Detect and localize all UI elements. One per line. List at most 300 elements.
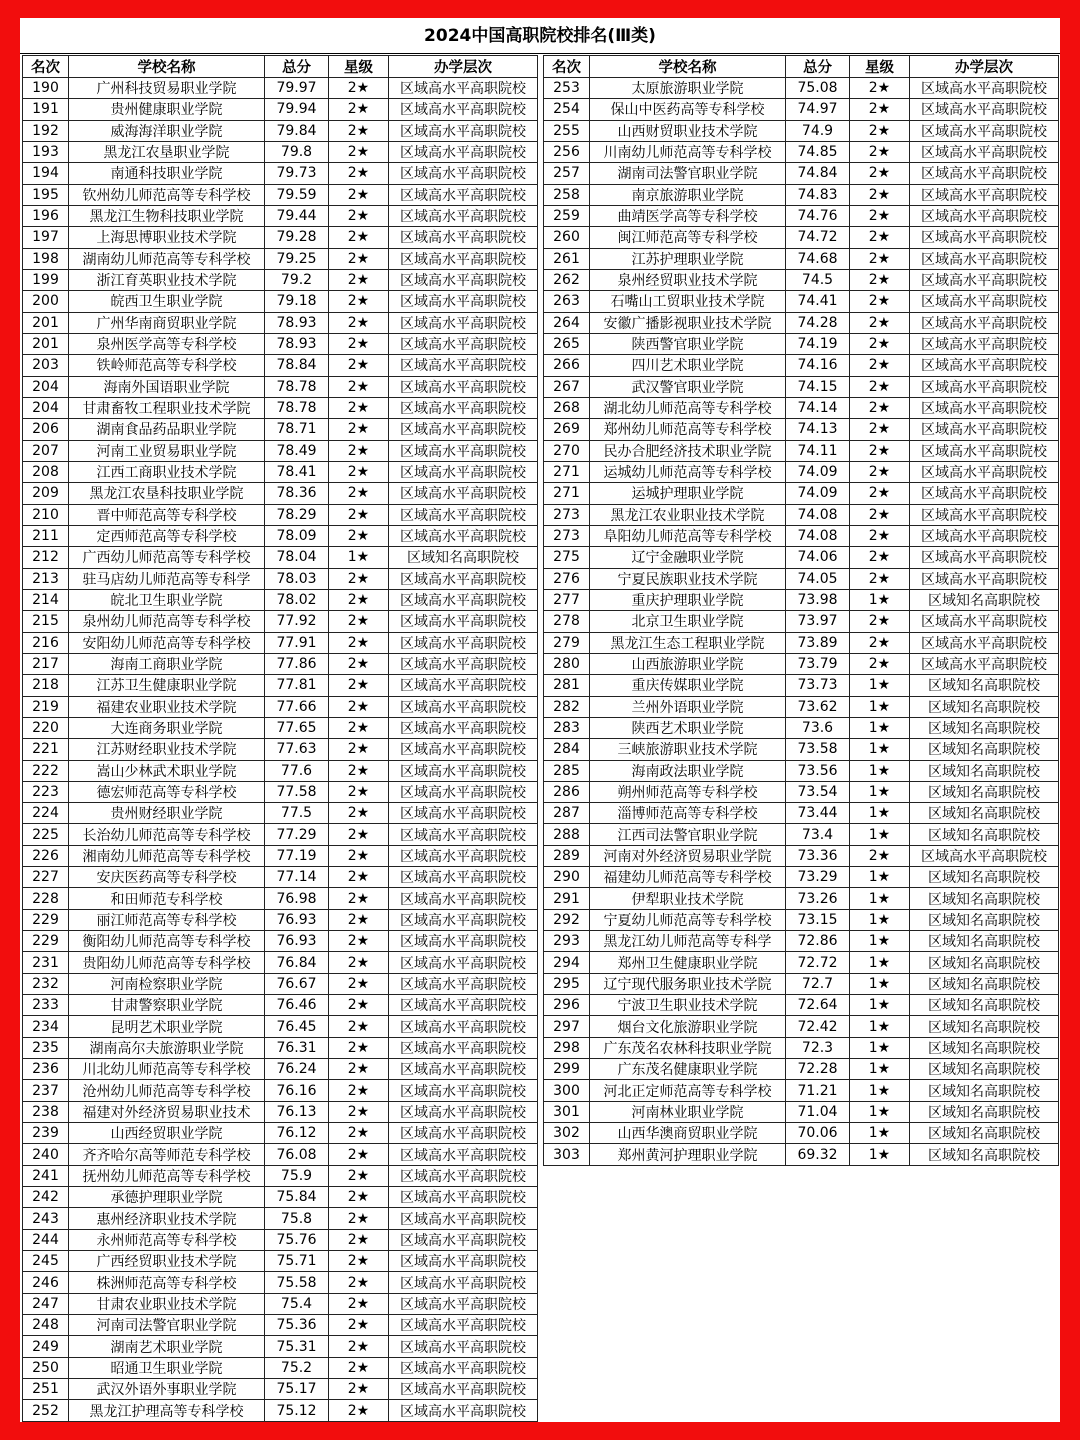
rank-cell: 237 [23, 1080, 69, 1101]
table-row [23, 1016, 538, 1037]
rank-cell: 201 [23, 333, 69, 354]
table-row [544, 525, 1059, 546]
star-level-cell: 2★ [329, 1293, 389, 1314]
rank-cell: 289 [544, 845, 590, 866]
star-level-cell: 2★ [329, 589, 389, 610]
table-row [544, 717, 1059, 738]
rank-cell: 212 [23, 547, 69, 568]
star-level-cell: 2★ [329, 632, 389, 653]
school-tier-cell: 区域高水平高职院校 [389, 995, 538, 1016]
table-row [544, 888, 1059, 909]
school-name-cell: 江苏财经职业技术学院 [69, 739, 265, 760]
table-row [23, 1272, 538, 1293]
rank-cell: 251 [23, 1379, 69, 1400]
school-name-cell: 湖南艺术职业学院 [69, 1336, 265, 1357]
total-score-cell: 75.12 [265, 1400, 329, 1421]
school-tier-cell: 区域高水平高职院校 [389, 483, 538, 504]
table-row [23, 1229, 538, 1250]
school-name-cell: 广西幼儿师范高等专科学校 [69, 547, 265, 568]
rank-cell: 234 [23, 1016, 69, 1037]
table-row [544, 333, 1059, 354]
star-level-cell: 2★ [329, 163, 389, 184]
rank-cell: 239 [23, 1123, 69, 1144]
school-tier-cell: 区域高水平高职院校 [910, 184, 1059, 205]
school-name-cell: 河南对外经济贸易职业学院 [590, 845, 786, 866]
school-name-cell: 沧州幼儿师范高等专科学校 [69, 1080, 265, 1101]
total-score-cell: 73.73 [786, 675, 850, 696]
star-level-cell: 2★ [329, 376, 389, 397]
total-score-cell: 73.89 [786, 632, 850, 653]
table-row [544, 739, 1059, 760]
rank-cell: 197 [23, 227, 69, 248]
rank-cell: 196 [23, 205, 69, 226]
total-score-cell: 77.92 [265, 611, 329, 632]
school-name-cell: 四川艺术职业学院 [590, 355, 786, 376]
star-level-cell: 2★ [329, 1144, 389, 1165]
school-name-cell: 钦州幼儿师范高等专科学校 [69, 184, 265, 205]
school-tier-cell: 区域高水平高职院校 [389, 611, 538, 632]
star-level-cell: 2★ [850, 611, 910, 632]
rank-cell: 226 [23, 845, 69, 866]
total-score-cell: 75.71 [265, 1251, 329, 1272]
school-tier-cell: 区域高水平高职院校 [910, 632, 1059, 653]
rank-cell: 283 [544, 717, 590, 738]
school-name-cell: 北京卫生职业学院 [590, 611, 786, 632]
school-tier-cell: 区域高水平高职院校 [389, 1144, 538, 1165]
school-name-cell: 海南工商职业学院 [69, 653, 265, 674]
school-name-cell: 河南检察职业学院 [69, 973, 265, 994]
rank-cell: 256 [544, 141, 590, 162]
table-row [23, 227, 538, 248]
rank-cell: 222 [23, 760, 69, 781]
school-name-cell: 安庆医药高等专科学校 [69, 867, 265, 888]
school-name-cell: 株洲师范高等专科学校 [69, 1272, 265, 1293]
school-tier-cell: 区域高水平高职院校 [389, 845, 538, 866]
table-row [23, 1101, 538, 1122]
table-row [544, 483, 1059, 504]
star-level-cell: 2★ [329, 525, 389, 546]
rank-cell: 223 [23, 781, 69, 802]
star-level-cell: 2★ [329, 1357, 389, 1378]
total-score-cell: 71.21 [786, 1080, 850, 1101]
school-name-cell: 石嘴山工贸职业技术学院 [590, 291, 786, 312]
school-name-cell: 福建农业职业技术学院 [69, 696, 265, 717]
total-score-cell: 74.19 [786, 333, 850, 354]
school-name-cell: 齐齐哈尔高等师范专科学校 [69, 1144, 265, 1165]
table-row [544, 120, 1059, 141]
rank-cell: 216 [23, 632, 69, 653]
school-name-cell: 福建对外经济贸易职业技术 [69, 1101, 265, 1122]
school-tier-cell: 区域高水平高职院校 [389, 1379, 538, 1400]
star-level-cell: 2★ [329, 653, 389, 674]
school-tier-cell: 区域高水平高职院校 [389, 1229, 538, 1250]
school-name-cell: 承德护理职业学院 [69, 1187, 265, 1208]
star-level-cell: 2★ [329, 483, 389, 504]
total-score-cell: 74.11 [786, 440, 850, 461]
table-row [544, 248, 1059, 269]
school-name-cell: 江西工商职业技术学院 [69, 461, 265, 482]
school-name-cell: 湖南高尔夫旅游职业学院 [69, 1037, 265, 1058]
table-row [23, 1315, 538, 1336]
rank-cell: 291 [544, 888, 590, 909]
total-score-cell: 74.5 [786, 269, 850, 290]
rank-cell: 211 [23, 525, 69, 546]
school-tier-cell: 区域高水平高职院校 [389, 312, 538, 333]
rank-cell: 300 [544, 1080, 590, 1101]
table-row [544, 1123, 1059, 1144]
star-level-cell: 2★ [329, 909, 389, 930]
school-name-cell: 定西师范高等专科学校 [69, 525, 265, 546]
star-level-cell: 1★ [850, 995, 910, 1016]
rank-cell: 219 [23, 696, 69, 717]
table-row [23, 1400, 538, 1421]
table-row [23, 547, 538, 568]
total-score-cell: 74.85 [786, 141, 850, 162]
table-row [23, 909, 538, 930]
total-score-cell: 77.63 [265, 739, 329, 760]
star-level-cell: 2★ [329, 504, 389, 525]
school-tier-cell: 区域高水平高职院校 [389, 675, 538, 696]
school-name-cell: 运城幼儿师范高等专科学校 [590, 461, 786, 482]
table-row [544, 1037, 1059, 1058]
table-row [23, 525, 538, 546]
star-level-cell: 2★ [329, 803, 389, 824]
school-name-cell: 浙江育英职业技术学院 [69, 269, 265, 290]
star-level-cell: 2★ [329, 675, 389, 696]
school-name-cell: 安徽广播影视职业技术学院 [590, 312, 786, 333]
header-star-level: 星级 [850, 56, 910, 78]
total-score-cell: 69.32 [786, 1144, 850, 1165]
rank-cell: 228 [23, 888, 69, 909]
rank-cell: 229 [23, 909, 69, 930]
star-level-cell: 2★ [329, 867, 389, 888]
table-row [544, 461, 1059, 482]
star-level-cell: 1★ [850, 1144, 910, 1165]
school-name-cell: 海南政法职业学院 [590, 760, 786, 781]
rank-cell: 255 [544, 120, 590, 141]
star-level-cell: 2★ [329, 781, 389, 802]
table-row [23, 1357, 538, 1378]
school-tier-cell: 区域高水平高职院校 [389, 1123, 538, 1144]
table-row [23, 760, 538, 781]
table-row [544, 760, 1059, 781]
total-score-cell: 73.54 [786, 781, 850, 802]
total-score-cell: 78.93 [265, 312, 329, 333]
school-name-cell: 永州师范高等专科学校 [69, 1229, 265, 1250]
total-score-cell: 76.31 [265, 1037, 329, 1058]
table-row [23, 291, 538, 312]
school-tier-cell: 区域高水平高职院校 [389, 78, 538, 99]
rank-cell: 233 [23, 995, 69, 1016]
rank-cell: 201 [23, 312, 69, 333]
table-row [23, 120, 538, 141]
table-row [544, 995, 1059, 1016]
school-tier-cell: 区域高水平高职院校 [910, 312, 1059, 333]
table-row [23, 568, 538, 589]
star-level-cell: 2★ [850, 120, 910, 141]
rank-cell: 206 [23, 419, 69, 440]
school-tier-cell: 区域知名高职院校 [389, 547, 538, 568]
school-tier-cell: 区域高水平高职院校 [389, 1400, 538, 1421]
rank-cell: 271 [544, 461, 590, 482]
school-tier-cell: 区域高水平高职院校 [910, 141, 1059, 162]
total-score-cell: 72.72 [786, 952, 850, 973]
school-name-cell: 运城护理职业学院 [590, 483, 786, 504]
school-tier-cell: 区域高水平高职院校 [389, 269, 538, 290]
school-name-cell: 广西经贸职业技术学院 [69, 1251, 265, 1272]
rank-cell: 293 [544, 931, 590, 952]
school-tier-cell: 区域高水平高职院校 [910, 483, 1059, 504]
school-name-cell: 衡阳幼儿师范高等专科学校 [69, 931, 265, 952]
table-row [23, 675, 538, 696]
school-name-cell: 和田师范专科学校 [69, 888, 265, 909]
star-level-cell: 1★ [850, 973, 910, 994]
star-level-cell: 2★ [850, 184, 910, 205]
rank-cell: 268 [544, 397, 590, 418]
school-name-cell: 皖西卫生职业学院 [69, 291, 265, 312]
total-score-cell: 77.58 [265, 781, 329, 802]
star-level-cell: 1★ [850, 675, 910, 696]
ranking-table-left [22, 55, 538, 1422]
header-star-level: 星级 [329, 56, 389, 78]
star-level-cell: 2★ [850, 312, 910, 333]
rank-cell: 294 [544, 952, 590, 973]
table-row [544, 269, 1059, 290]
star-level-cell: 1★ [850, 589, 910, 610]
star-level-cell: 2★ [329, 1379, 389, 1400]
total-score-cell: 73.26 [786, 888, 850, 909]
school-tier-cell: 区域高水平高职院校 [910, 653, 1059, 674]
table-row [544, 291, 1059, 312]
total-score-cell: 78.41 [265, 461, 329, 482]
school-tier-cell: 区域知名高职院校 [910, 824, 1059, 845]
table-row [23, 952, 538, 973]
star-level-cell: 1★ [850, 803, 910, 824]
school-tier-cell: 区域高水平高职院校 [389, 440, 538, 461]
school-tier-cell: 区域高水平高职院校 [389, 141, 538, 162]
star-level-cell: 2★ [850, 163, 910, 184]
total-score-cell: 76.84 [265, 952, 329, 973]
total-score-cell: 73.58 [786, 739, 850, 760]
rank-cell: 217 [23, 653, 69, 674]
school-tier-cell: 区域高水平高职院校 [910, 504, 1059, 525]
table-row [544, 952, 1059, 973]
school-tier-cell: 区域高水平高职院校 [389, 333, 538, 354]
total-score-cell: 74.09 [786, 461, 850, 482]
school-tier-cell: 区域知名高职院校 [910, 995, 1059, 1016]
star-level-cell: 2★ [850, 141, 910, 162]
rank-cell: 236 [23, 1059, 69, 1080]
rank-cell: 221 [23, 739, 69, 760]
star-level-cell: 2★ [329, 227, 389, 248]
star-level-cell: 1★ [850, 1123, 910, 1144]
star-level-cell: 1★ [850, 781, 910, 802]
school-tier-cell: 区域高水平高职院校 [389, 1059, 538, 1080]
school-tier-cell: 区域高水平高职院校 [389, 803, 538, 824]
rank-cell: 195 [23, 184, 69, 205]
school-tier-cell: 区域知名高职院校 [910, 1016, 1059, 1037]
school-name-cell: 安阳幼儿师范高等专科学校 [69, 632, 265, 653]
rank-cell: 254 [544, 99, 590, 120]
school-name-cell: 广州科技贸易职业学院 [69, 78, 265, 99]
rank-cell: 235 [23, 1037, 69, 1058]
school-name-cell: 辽宁金融职业学院 [590, 547, 786, 568]
star-level-cell: 2★ [329, 184, 389, 205]
school-tier-cell: 区域高水平高职院校 [910, 163, 1059, 184]
star-level-cell: 2★ [329, 1080, 389, 1101]
table-row [23, 355, 538, 376]
star-level-cell: 2★ [329, 312, 389, 333]
rank-cell: 229 [23, 931, 69, 952]
star-level-cell: 1★ [850, 717, 910, 738]
table-row [23, 312, 538, 333]
star-level-cell: 2★ [329, 568, 389, 589]
school-tier-cell: 区域高水平高职院校 [389, 568, 538, 589]
star-level-cell: 2★ [850, 227, 910, 248]
rank-cell: 279 [544, 632, 590, 653]
table-header-row [544, 56, 1059, 78]
table-row [23, 717, 538, 738]
school-tier-cell: 区域高水平高职院校 [910, 227, 1059, 248]
school-tier-cell: 区域高水平高职院校 [389, 1315, 538, 1336]
total-score-cell: 77.14 [265, 867, 329, 888]
table-row [23, 504, 538, 525]
school-tier-cell: 区域高水平高职院校 [910, 611, 1059, 632]
school-name-cell: 阜阳幼儿师范高等专科学校 [590, 525, 786, 546]
total-score-cell: 78.36 [265, 483, 329, 504]
rank-cell: 240 [23, 1144, 69, 1165]
school-tier-cell: 区域高水平高职院校 [389, 739, 538, 760]
school-tier-cell: 区域高水平高职院校 [389, 696, 538, 717]
total-score-cell: 78.29 [265, 504, 329, 525]
total-score-cell: 74.76 [786, 205, 850, 226]
school-name-cell: 广东茂名农林科技职业学院 [590, 1037, 786, 1058]
table-row [23, 141, 538, 162]
total-score-cell: 74.14 [786, 397, 850, 418]
school-tier-cell: 区域高水平高职院校 [389, 1187, 538, 1208]
star-level-cell: 2★ [850, 355, 910, 376]
total-score-cell: 79.18 [265, 291, 329, 312]
rank-cell: 264 [544, 312, 590, 333]
table-row [23, 483, 538, 504]
table-row [23, 205, 538, 226]
total-score-cell: 73.97 [786, 611, 850, 632]
table-row [23, 824, 538, 845]
total-score-cell: 77.66 [265, 696, 329, 717]
total-score-cell: 78.09 [265, 525, 329, 546]
school-name-cell: 河南工业贸易职业学院 [69, 440, 265, 461]
rank-cell: 198 [23, 248, 69, 269]
table-row [23, 867, 538, 888]
school-name-cell: 郑州黄河护理职业学院 [590, 1144, 786, 1165]
star-level-cell: 2★ [329, 419, 389, 440]
school-tier-cell: 区域高水平高职院校 [389, 952, 538, 973]
total-score-cell: 76.45 [265, 1016, 329, 1037]
star-level-cell: 1★ [850, 760, 910, 781]
school-tier-cell: 区域高水平高职院校 [910, 440, 1059, 461]
star-level-cell: 2★ [329, 141, 389, 162]
table-row [23, 1208, 538, 1229]
star-level-cell: 2★ [329, 1101, 389, 1122]
rank-cell: 213 [23, 568, 69, 589]
table-row [544, 184, 1059, 205]
school-tier-cell: 区域知名高职院校 [910, 760, 1059, 781]
school-tier-cell: 区域高水平高职院校 [389, 1037, 538, 1058]
total-score-cell: 73.4 [786, 824, 850, 845]
table-row [23, 781, 538, 802]
table-row [23, 99, 538, 120]
rank-cell: 209 [23, 483, 69, 504]
rank-cell: 260 [544, 227, 590, 248]
school-name-cell: 兰州外语职业学院 [590, 696, 786, 717]
star-level-cell: 2★ [329, 269, 389, 290]
school-tier-cell: 区域高水平高职院校 [910, 269, 1059, 290]
school-tier-cell: 区域知名高职院校 [910, 1037, 1059, 1058]
total-score-cell: 78.78 [265, 376, 329, 397]
star-level-cell: 1★ [850, 739, 910, 760]
school-tier-cell: 区域知名高职院校 [910, 781, 1059, 802]
star-level-cell: 1★ [850, 1080, 910, 1101]
school-tier-cell: 区域高水平高职院校 [389, 781, 538, 802]
table-row [23, 1251, 538, 1272]
school-name-cell: 德宏师范高等专科学校 [69, 781, 265, 802]
school-name-cell: 烟台文化旅游职业学院 [590, 1016, 786, 1037]
table-row [544, 376, 1059, 397]
rank-cell: 242 [23, 1187, 69, 1208]
school-name-cell: 黑龙江生态工程职业学院 [590, 632, 786, 653]
school-name-cell: 山西旅游职业学院 [590, 653, 786, 674]
star-level-cell: 2★ [329, 1037, 389, 1058]
school-name-cell: 甘肃农业职业技术学院 [69, 1293, 265, 1314]
star-level-cell: 2★ [850, 248, 910, 269]
rank-cell: 207 [23, 440, 69, 461]
school-name-cell: 黑龙江农垦职业学院 [69, 141, 265, 162]
rank-cell: 263 [544, 291, 590, 312]
rank-cell: 275 [544, 547, 590, 568]
school-tier-cell: 区域高水平高职院校 [389, 973, 538, 994]
school-name-cell: 民办合肥经济技术职业学院 [590, 440, 786, 461]
total-score-cell: 79.84 [265, 120, 329, 141]
school-name-cell: 广州华南商贸职业学院 [69, 312, 265, 333]
star-level-cell: 2★ [850, 568, 910, 589]
total-score-cell: 75.8 [265, 1208, 329, 1229]
total-score-cell: 76.46 [265, 995, 329, 1016]
rank-cell: 280 [544, 653, 590, 674]
school-name-cell: 河南林业职业学院 [590, 1101, 786, 1122]
table-row [23, 1293, 538, 1314]
star-level-cell: 2★ [329, 1123, 389, 1144]
school-tier-cell: 区域知名高职院校 [910, 952, 1059, 973]
total-score-cell: 74.15 [786, 376, 850, 397]
total-score-cell: 73.44 [786, 803, 850, 824]
school-name-cell: 甘肃畜牧工程职业技术学院 [69, 397, 265, 418]
rank-cell: 285 [544, 760, 590, 781]
star-level-cell: 2★ [850, 376, 910, 397]
school-tier-cell: 区域高水平高职院校 [389, 1101, 538, 1122]
total-score-cell: 79.2 [265, 269, 329, 290]
school-tier-cell: 区域高水平高职院校 [389, 248, 538, 269]
rank-cell: 245 [23, 1251, 69, 1272]
rank-cell: 199 [23, 269, 69, 290]
school-tier-cell: 区域高水平高职院校 [389, 653, 538, 674]
total-score-cell: 74.68 [786, 248, 850, 269]
school-tier-cell: 区域高水平高职院校 [389, 1336, 538, 1357]
school-tier-cell: 区域高水平高职院校 [389, 99, 538, 120]
rank-cell: 194 [23, 163, 69, 184]
school-tier-cell: 区域知名高职院校 [910, 1144, 1059, 1165]
header-total-score: 总分 [265, 56, 329, 78]
total-score-cell: 73.98 [786, 589, 850, 610]
